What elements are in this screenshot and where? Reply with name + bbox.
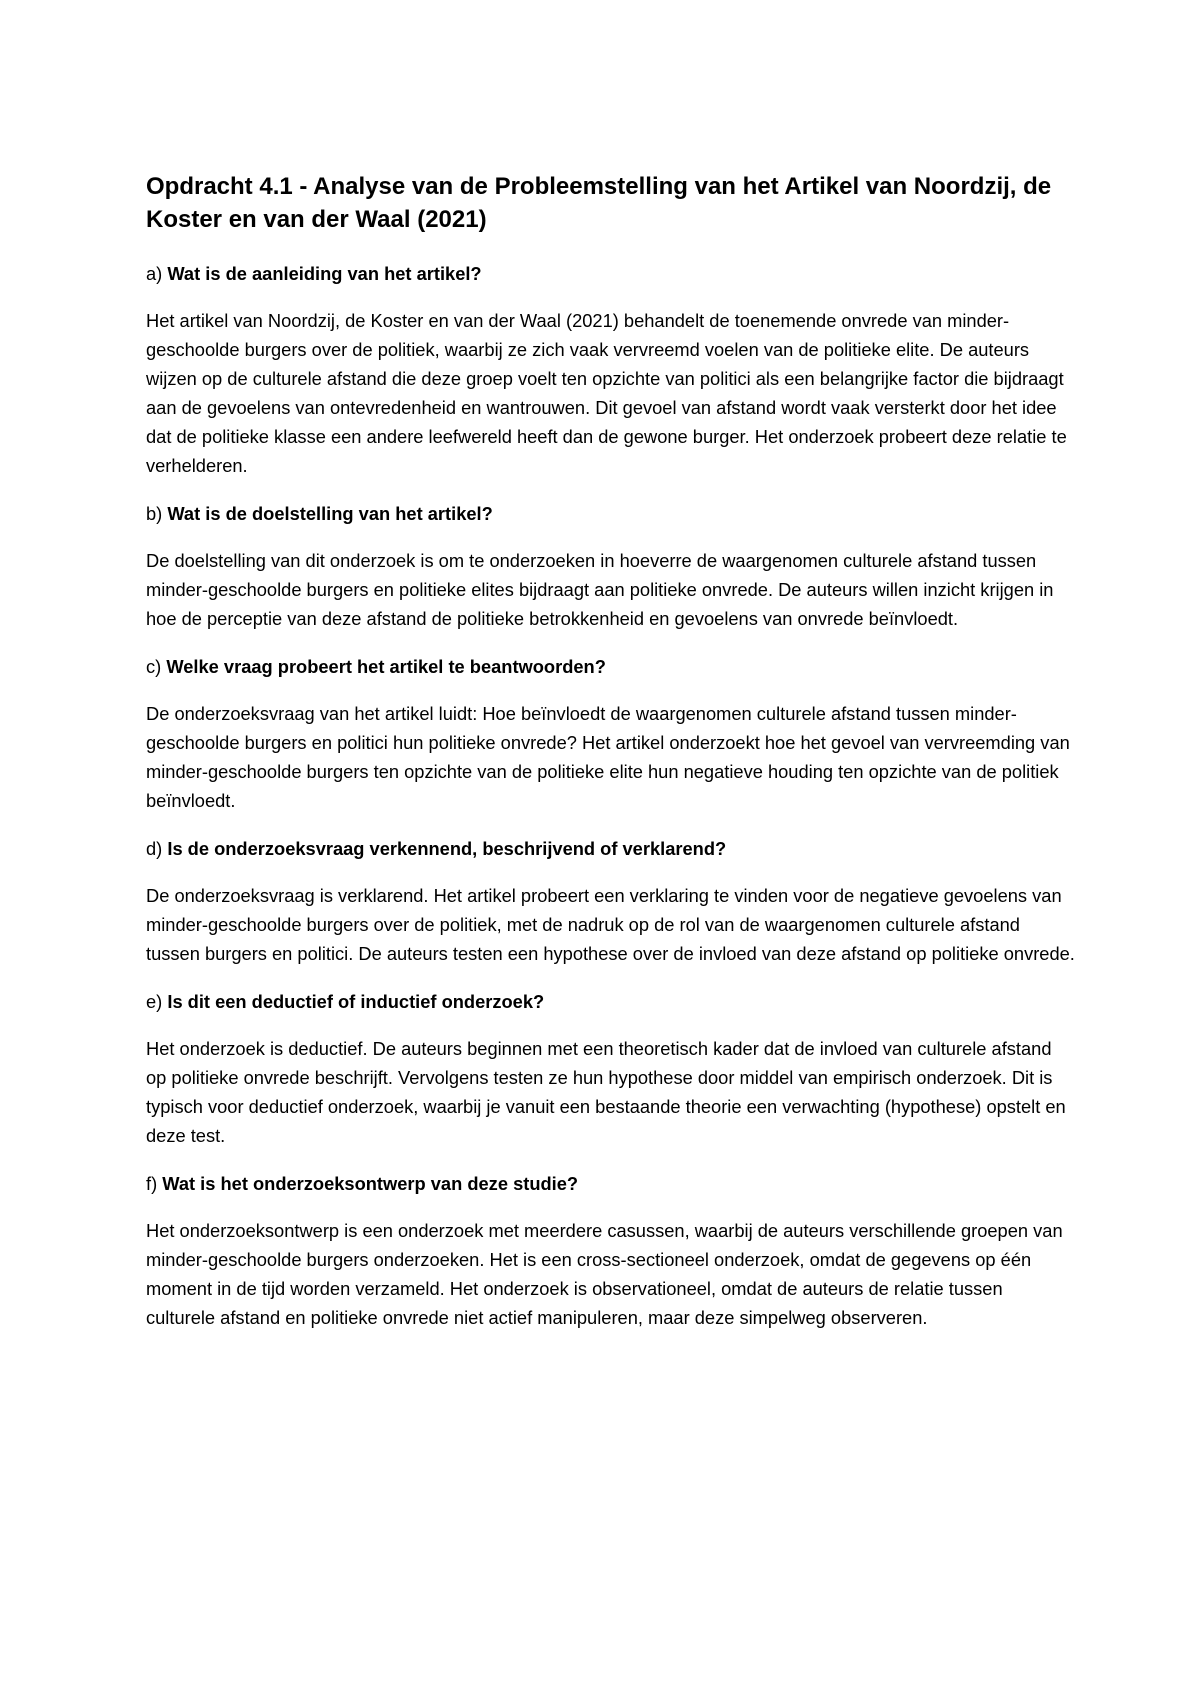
- question-f: [146, 1169, 1076, 1198]
- question-a: [146, 259, 1076, 288]
- section-b: [146, 499, 1076, 633]
- question-b: [146, 499, 1076, 528]
- question-text: Wat is de aanleiding van het artikel?: [167, 263, 482, 284]
- question-e: [146, 987, 1076, 1016]
- section-c: [146, 652, 1076, 815]
- question-text: Wat is het onderzoeksontwerp van deze studie?: [162, 1173, 579, 1194]
- answer-e: Het onderzoek is deductief. De auteurs beginnen met een theoretisch kader dat de invloed van culturele afstand op politieke onvrede beschrijft. Vervolgens testen ze hun hypothese door middel van empirisch onderzoek. Dit is typisch voor deductief onderzoek, waarbij je vanuit een bestaande theorie een verwachting (hypothese) opstelt en deze test.: [146, 1038, 1066, 1146]
- question-label: b): [146, 503, 163, 524]
- question-label: c): [146, 656, 162, 677]
- answer-a: Het artikel van Noordzij, de Koster en van der Waal (2021) behandelt de toenemende onvrede van minder-geschoolde burgers over de politiek, waarbij ze zich vaak vervreemd voelen van de politieke elite. De auteurs wijzen op de culturele afstand die deze groep voelt ten opzichte van politici als een belangrijke factor die bijdraagt aan de gevoelens van ontevredenheid en wantrouwen. Dit gevoel van afstand wordt vaak versterkt door het idee dat de politieke klasse een andere leefwereld heeft dan de gewone burger. Het onderzoek probeert deze relatie te verhelderen.: [146, 310, 1067, 476]
- section-d: [146, 834, 1076, 968]
- answer-f: Het onderzoeksontwerp is een onderzoek met meerdere casussen, waarbij de auteurs verschillende groepen van minder-geschoolde burgers onderzoeken. Het is een cross-sectioneel onderzoek, omdat de gegevens op één moment in de tijd worden verzameld. Het onderzoek is observationeel, omdat de auteurs de relatie tussen culturele afstand en politieke onvrede niet actief manipuleren, maar deze simpelweg observeren.: [146, 1220, 1063, 1328]
- question-text: Welke vraag probeert het artikel te beantwoorden?: [166, 656, 606, 677]
- question-label: d): [146, 838, 163, 859]
- question-label: f): [146, 1173, 158, 1194]
- answer-c: De onderzoeksvraag van het artikel luidt: Hoe beïnvloedt de waargenomen culturele afstand tussen minder-geschoolde burgers en politici hun politieke onvrede? Het artikel onderzoekt hoe het gevoel van vervreemding van minder-geschoolde burgers ten opzichte van de politieke elite hun negatieve houding ten opzichte van de politiek beïnvloedt.: [146, 703, 1070, 811]
- document-page: [146, 170, 1076, 1351]
- section-a: [146, 259, 1076, 480]
- question-c: [146, 652, 1076, 681]
- answer-d: De onderzoeksvraag is verklarend. Het artikel probeert een verklaring te vinden voor de negatieve gevoelens van minder-geschoolde burgers over de politiek, met de nadruk op de rol van de waargenomen culturele afstand tussen burgers en politici. De auteurs testen een hypothese over de invloed van deze afstand op politieke onvrede.: [146, 885, 1075, 964]
- section-e: [146, 987, 1076, 1150]
- question-label: a): [146, 263, 163, 284]
- question-text: Wat is de doelstelling van het artikel?: [167, 503, 493, 524]
- question-label: e): [146, 991, 163, 1012]
- question-text: Is de onderzoeksvraag verkennend, beschrijvend of verklarend?: [167, 838, 727, 859]
- question-text: Is dit een deductief of inductief onderzoek?: [167, 991, 545, 1012]
- section-f: [146, 1169, 1076, 1332]
- page-title: Opdracht 4.1 - Analyse van de Probleemstelling van het Artikel van Noordzij, de Koster en van der Waal (2021): [146, 173, 1052, 233]
- question-d: [146, 834, 1076, 863]
- answer-b: De doelstelling van dit onderzoek is om te onderzoeken in hoeverre de waargenomen culturele afstand tussen minder-geschoolde burgers en politieke elites bijdraagt aan politieke onvrede. De auteurs willen inzicht krijgen in hoe de perceptie van deze afstand de politieke betrokkenheid en gevoelens van onvrede beïnvloedt.: [146, 550, 1054, 629]
